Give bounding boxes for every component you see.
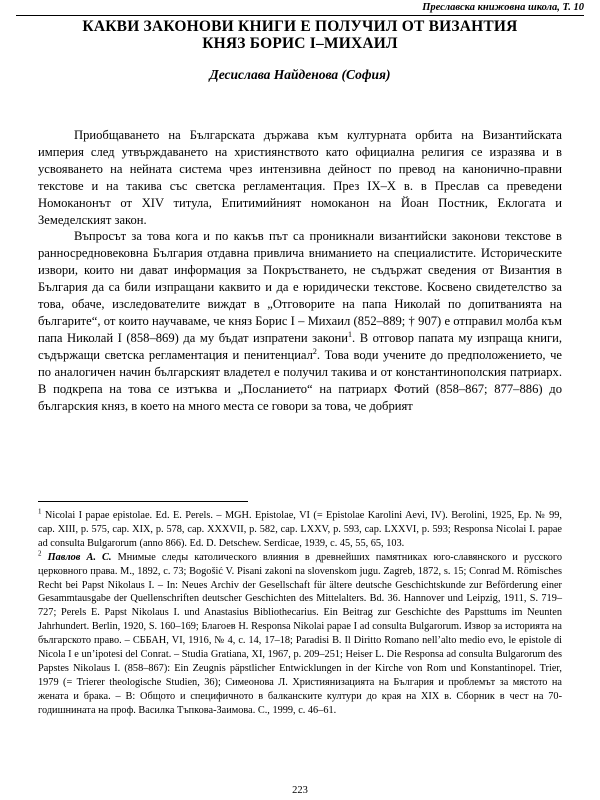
body-text <box>38 127 562 414</box>
header-rule <box>16 15 584 16</box>
footnote-1 <box>38 509 562 551</box>
footnote-ref-2[interactable]: 2 <box>312 346 317 356</box>
footnote-2 <box>38 551 562 718</box>
paragraph-2 <box>38 228 562 414</box>
title-line-1: КАКВИ ЗАКОНОВИ КНИГИ Е ПОЛУЧИЛ ОТ ВИЗАНТИЯ <box>82 18 518 35</box>
page-number: 223 <box>292 785 308 796</box>
footnotes <box>38 509 562 718</box>
running-head: Преславска книжовна школа, Т. 10 <box>422 2 584 13</box>
footnote-text: Nicolai I papae epistolae. Ed. E. Perels. – MGH. Epistolae, VI (= Epistolae Karolini Aevi, IV). Berolini, 1925, Ep. № 99, cap. XIII, p. 575, cap. XIX, p. 578, cap. XXXVII, p. 582, cap. LXXV, p. 593, cap. LXXVI, p. 593; Responsa Nicolai I. papae ad consulta Bulgarorum (anno 866). Ed. D. Detschew. Serdicae, 1939, c. 45, 55, 65, 103. <box>38 510 562 549</box>
footnote-marker: 1 <box>38 507 42 516</box>
paragraph-text: . В отговор папата му изпраща книги, съдържащи светска регламентация и пенитенциал <box>38 330 562 362</box>
paragraph-text: . Това води учените до предположението, че по аналогичен начин българският владетел е получил такива и от константинополския патриарх. В подкрепа на това се изтъква и „Посланието“ на патриарх Фотий (858–867; 877–886) до българския княз, в което на много места се говори за това, че добрият <box>38 347 562 413</box>
footnote-ref-1[interactable]: 1 <box>348 329 352 339</box>
paragraph-1 <box>38 127 562 228</box>
paragraph-text: Въпросът за това кога и по какъв път са проникнали византийски законови текстове в ранносредновековна България отдавна привлича вниманието на специалистите. Историческите извори, които ни дават информация за Покръстването, не съдържат сведения от Византия в България да са били изпращани каквито и да е юридически текстове. Косвено свидетелство за това, обаче, изследователите виждат в „Отговорите на папа Николай по допитванията на българите“, от които научаваме, че княз Борис I – Михаил (852–889; † 907) е отправил молба към папа Николай I (858–869) да му бъдат изпратени закони <box>38 229 562 345</box>
author-name: Десислава Найденова (София) <box>209 67 391 82</box>
title-line-2: КНЯЗ БОРИС I–МИХАИЛ <box>202 35 398 52</box>
footnote-author: Павлов А. С. <box>47 551 112 563</box>
footnote-marker: 2 <box>38 549 42 558</box>
footnote-text: Мнимые следы католического влияния в древнейших памятниках юго-славянского и русского церковного права. М., 1892, с. 73; Bogošić V. Pisani zakoni na slovenskom jugu. Zagreb, 1872, s. 15; Conrad M. Römisches Recht bei Papst Nikolaus I. – In: Neues Archiv der Gesellschaft für ältere deutsche Geschichtskunde zur Beförderung einer Gesammtausgabe der Quellenschriften deutscher Geschichten des Mittelalters. Bd. 36. Hannover und Leipzig, 1911, S. 719–727; Perels E. Papst Nikolaus I. und Anastasius Bibliothecarius. Ein Beitrag zur Geschichte des Papsttums im Neunten Jahrhundert. Berlin, 1920, S. 160–169; Благоев Н. Responsa Nikolai papae I ad consulta Bulgarorum. Извор за историята на българското право. – СББАН, VI, 1916, № 4, с. 14, 17–18; Paradisi B. Il Diritto Romano nell’alto medio evo, le epistole di Nicola I e un’ipotesi del Conrat. – Studia Gratiana, XI, 1967, p. 209–251; Heiser L. Die Responsa ad consulta Bulgarorum des Papstes Nikolaus I. (858–867): Ein Zeugnis päpstlicher Entwicklungen in der Kirche von Rom und Konstantinopel. Trier, 1979 (= Trierer theologische Studien, 36); Симеонова Л. Християнизацията на България и проблемът за мястото на жената и брака. – В: Общото и специфичното в балканските култури до края на XIX в. Сборник в чест на 70-годишнината на проф. Василка Тъпкова-Заимова. С., 1999, с. 46–61. <box>38 551 562 716</box>
article-title <box>0 18 600 52</box>
footnote-separator <box>38 501 248 502</box>
paragraph-text: Приобщаването на Българската държава към културната орбита на Византийската империя след утвърждаването на християнството като официална религия се изразява и в усвояването на нейната система чрез интензивна дейност по превод на канонично-правни текстове и на такива със светска регламентация. През IX–X в. в Преслав са преведени Номоканонът от XIV титула, Епитимийният номоканон на Йоан Постник, Еклогата и Земеделският закон. <box>38 128 562 227</box>
